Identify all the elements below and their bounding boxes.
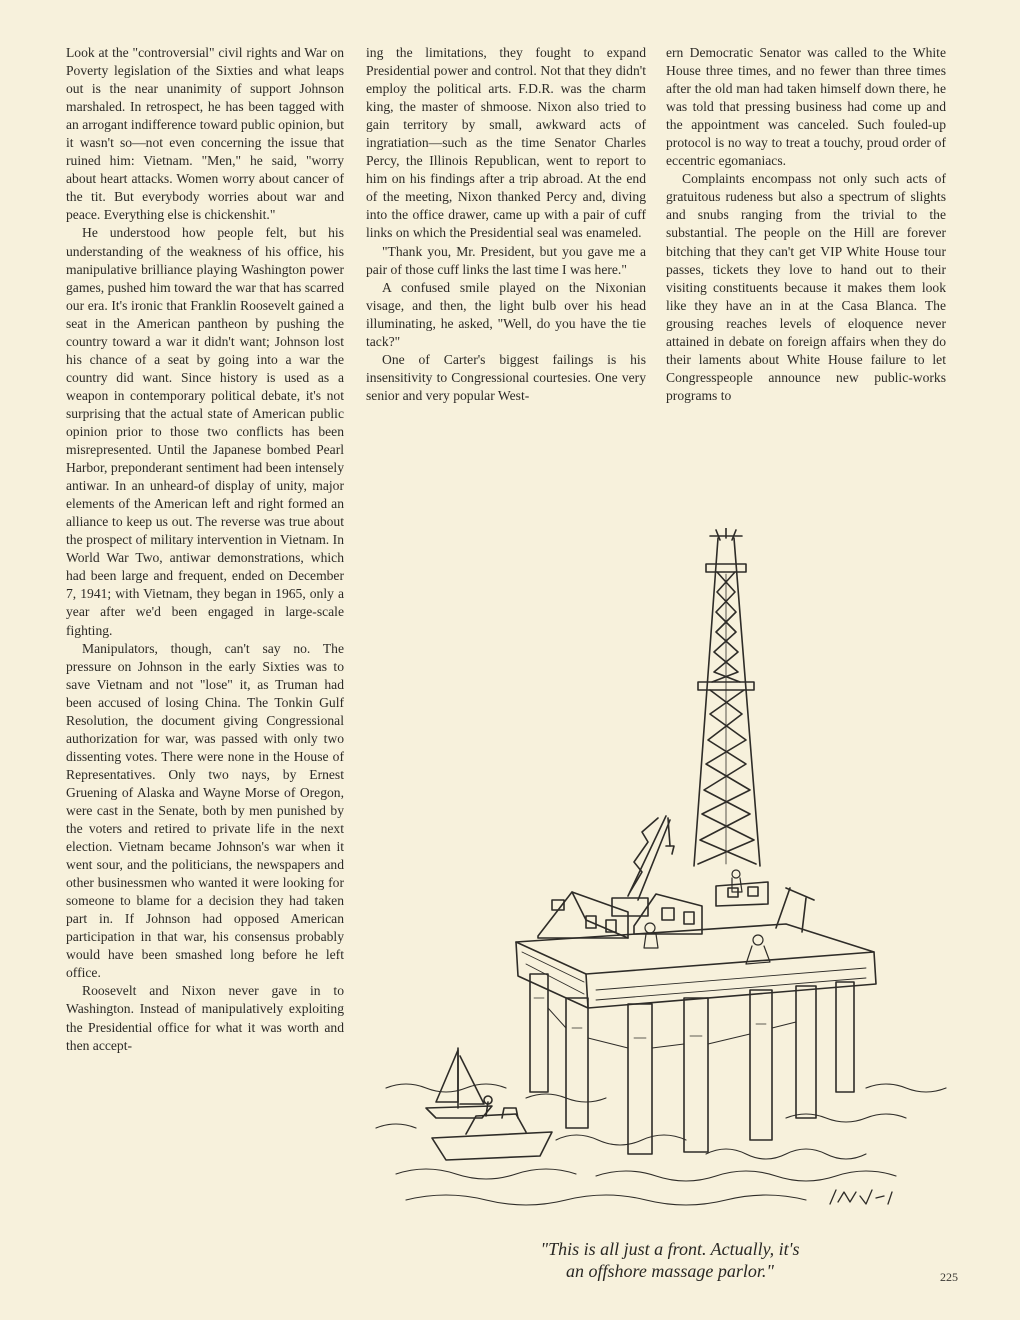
paragraph: He understood how people felt, but his understanding of the weakness of his office, his manipulative brilliance playing Washington power games, pushed him toward the war that has scarred our era. It's ironic that Franklin Roosevelt gained a seat in the American pantheon by pushing the country toward a war it didn't want; Johnson lost his chance of a seat by going into a war the country did want. Since history is used as a weapon in contemporary political debate, it's not surprising that the actual state of American public opinion prior to those two conflicts has been misrepresented. Until the Japanese bombed Pearl Harbor, preponderant sentiment had been intensely antiwar. In an unheard-of display of unity, major elements of the American left and right formed an alliance to keep us out. The reverse was true about the prospect of military intervention in Vietnam. In World War Two, antiwar demonstrations, which had been large and frequent, ended on December 7, 1941; with Vietnam, they began in 1965, only a year after we'd been engaged in large-scale fighting. xyxy=(66,225,344,638)
sea-waves xyxy=(376,1084,946,1205)
cartoon-caption xyxy=(460,1238,880,1282)
artist-signature xyxy=(830,1190,892,1204)
paragraph: One of Carter's biggest failings is his insensitivity to Congressional courtesies. One very senior and very popular West- xyxy=(366,351,646,403)
paragraph: A confused smile played on the Nixonian visage, and then, the light bulb over his head illuminating, he asked, "Well, do you have the tie tack?" xyxy=(366,279,646,349)
article-column-1 xyxy=(66,44,344,1055)
paragraph: ing the limitations, they fought to expand Presidential power and control. Not that they didn't employ the political arts. F.D.R. was the charm king, the master of shmoose. Nixon also tried to gain territory by small, awkward acts of ingratiation—such as the time Senator Charles Percy, the Illinois Republican, went to report to him on his findings after a trip abroad. At the end of the meeting, Nixon thanked Percy and, diving into the office drawer, came up with a pair of cuff links on which the Presidential seal was enameled. xyxy=(366,45,646,241)
crane xyxy=(612,816,674,916)
paragraph: "Thank you, Mr. President, but you gave me a pair of those cuff links the last time I was here." xyxy=(366,243,646,277)
paragraph: Manipulators, though, can't say no. The pressure on Johnson in the early Sixties was to save Vietnam and not "lose" it, as Truman had been accused of losing China. The Tonkin Gulf Resolution, the document giving Congressional authorization for war, was passed with only two dissenting votes. There were none in the House of Representatives. Only two nays, by Ernest Gruening of Alaska and Wayne Morse of Oregon, were cast in the Senate, both by men punished by the voters and retired to private life in the next election. Vietnam became Johnson's war when it went sour, and the politicians, the newspapers and other businessmen who wanted it were looking for someone to blame for a decision they had taken part in. If Johnson had opposed American participation in that war, his consensus probably would have been smashed long before he left office. xyxy=(66,640,344,981)
paragraph: Roosevelt and Nixon never gave in to Washington. Instead of manipulatively exploiting the Presidential office for what it was worth and then accept- xyxy=(66,983,344,1053)
oil-rig-cartoon-illustration xyxy=(366,528,974,1226)
paragraph: Complaints encompass not only such acts of gratuitous rudeness but also a spectrum of slights and snubs ranging from the trivial to the substantial. The people on the Hill are forever bitching that they can't get VIP White House tour passes, tickets they love to hand out to their visiting constituents because it makes them look like they have an in at the Casa Blanca. The grousing reaches levels of eloquence never attained in debate on foreign affairs when they do their laments about White House failure to let Congresspeople announce new public-works programs to xyxy=(666,171,946,403)
platform-legs xyxy=(530,974,854,1154)
paragraph: ern Democratic Senator was called to the White House three times, and no fewer than three times after the old man had taken himself down there, he was told that pressing business had come up and the appointment was canceled. Such fouled-up protocol is no way to treat a touchy, proud order of eccentric egomaniacs. xyxy=(666,45,946,169)
caption-line: an offshore massage parlor." xyxy=(566,1261,774,1281)
paragraph: Look at the "controversial" civil rights and War on Poverty legislation of the Sixties and what leaps out is the near unanimity of support Johnson marshaled. In retrospect, he has been tagged with an arrogant indifference toward public opinion, but it wasn't so—not even concerning the issue that ruined him: Vietnam. "Men," he said, "worry about heart attacks. Women worry about cancer of the tit. But everybody worries about war and peace. Everything else is chickenshit." xyxy=(66,45,344,223)
article-column-2 xyxy=(366,44,646,405)
article-column-3 xyxy=(666,44,946,405)
page-number: 225 xyxy=(940,1270,958,1284)
sailboat xyxy=(426,1048,492,1118)
deck-buildings xyxy=(538,882,768,938)
caption-line: "This is all just a front. Actually, it's xyxy=(540,1239,800,1259)
derrick-tower xyxy=(694,528,760,866)
platform-deck xyxy=(516,888,876,1008)
